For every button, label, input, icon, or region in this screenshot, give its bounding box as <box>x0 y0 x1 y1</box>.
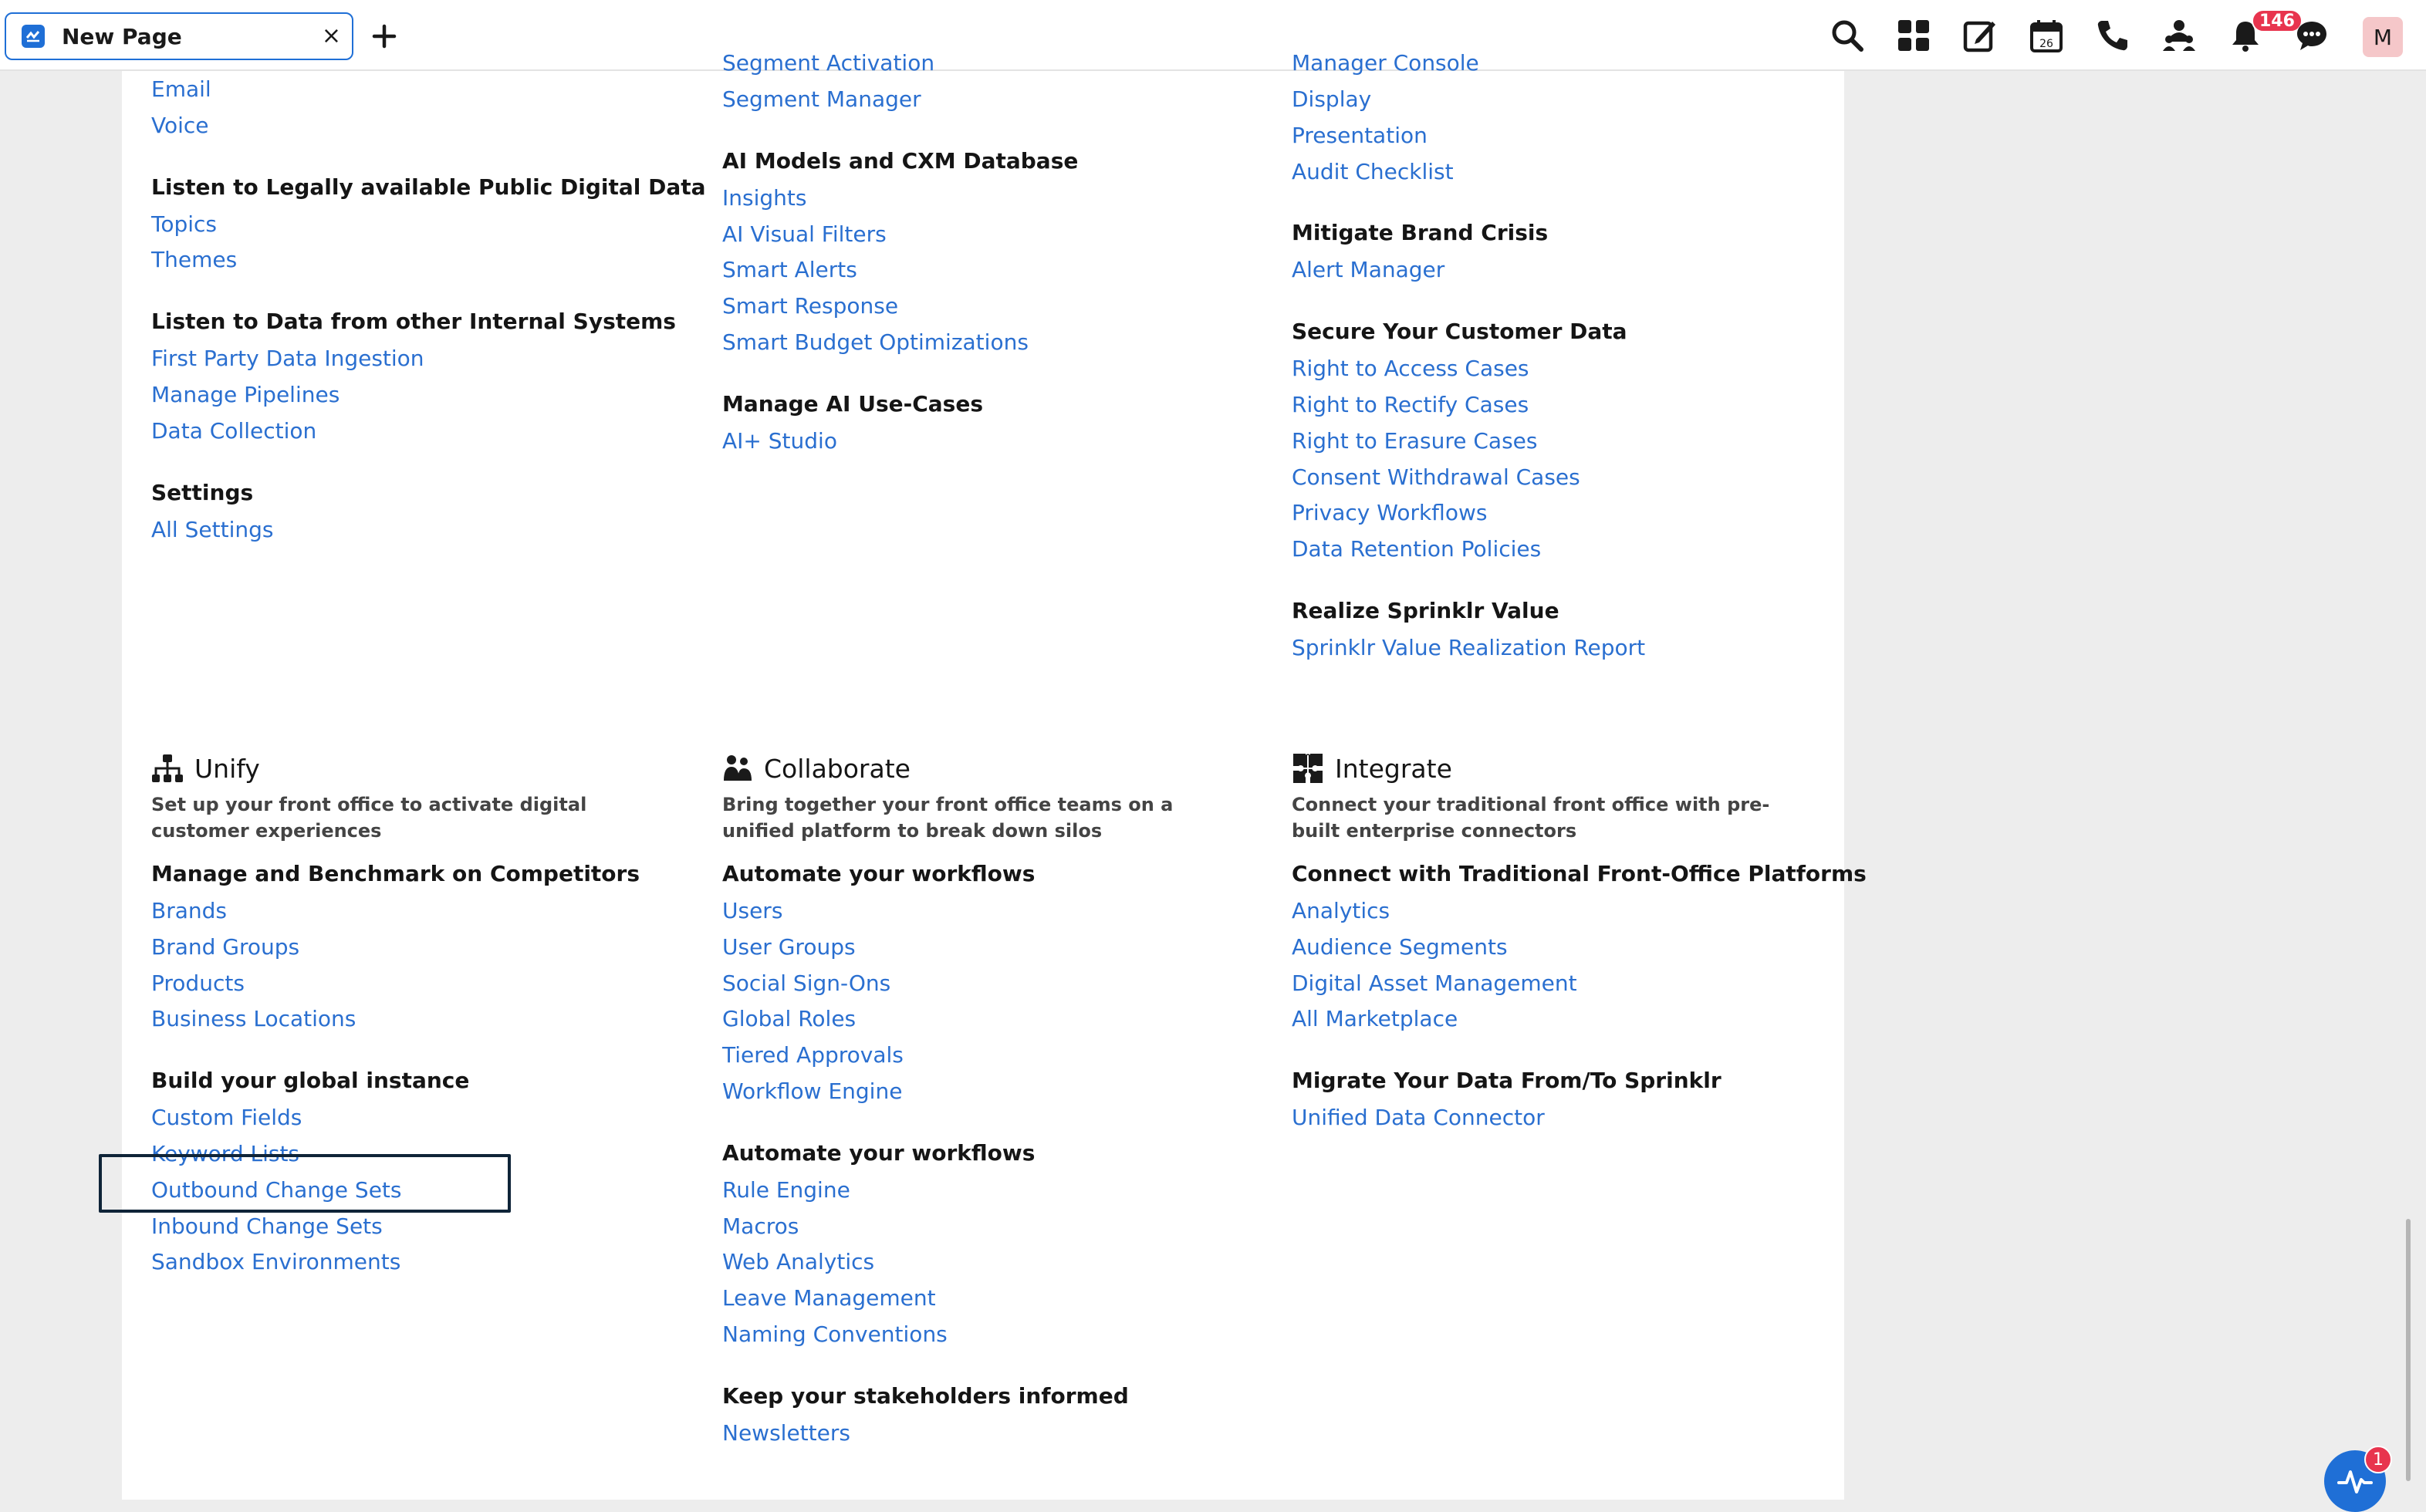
group-title: Automate your workflows <box>722 1139 1036 1166</box>
group-title: Manage and Benchmark on Competitors <box>151 861 640 886</box>
hierarchy-icon <box>151 753 184 784</box>
group-title: Secure Your Customer Data <box>1292 319 1627 345</box>
group-title: Listen to Data from other Internal Systems <box>151 309 676 335</box>
link-digital-asset-management[interactable]: Digital Asset Management <box>1292 970 1577 996</box>
link-privacy-workflows[interactable]: Privacy Workflows <box>1292 500 1488 526</box>
link-global-roles[interactable]: Global Roles <box>722 1006 857 1032</box>
chat-icon[interactable] <box>2293 17 2330 54</box>
group-title: Build your global instance <box>151 1068 470 1094</box>
group-title: Automate your workflows <box>722 861 1036 886</box>
upper-column-2 <box>722 86 1278 464</box>
section-title-integrate: Integrate <box>1335 753 1452 784</box>
link-audience-segments[interactable]: Audience Segments <box>1292 933 1508 960</box>
tab-title: New Page <box>62 23 182 49</box>
list-item[interactable]: Segment Activation <box>722 50 935 76</box>
link-right-to-access-cases[interactable]: Right to Access Cases <box>1292 356 1529 382</box>
integrate-section <box>1292 750 1867 1141</box>
link-ai-plus-studio[interactable]: AI+ Studio <box>722 427 837 454</box>
link-unified-data-connector[interactable]: Unified Data Connector <box>1292 1105 1545 1131</box>
link-data-retention-policies[interactable]: Data Retention Policies <box>1292 536 1542 562</box>
link-smart-alerts[interactable]: Smart Alerts <box>722 257 857 283</box>
link-social-sign-ons[interactable]: Social Sign-Ons <box>722 970 891 996</box>
link-right-to-rectify-cases[interactable]: Right to Rectify Cases <box>1292 391 1529 417</box>
link-rule-engine[interactable]: Rule Engine <box>722 1176 850 1203</box>
link-smart-response[interactable]: Smart Response <box>722 293 899 319</box>
phone-icon[interactable] <box>2094 17 2131 54</box>
section-title-unify: Unify <box>194 753 260 784</box>
link-data-collection[interactable]: Data Collection <box>151 417 317 444</box>
link-brands[interactable]: Brands <box>151 898 227 923</box>
help-count-badge: 1 <box>2364 1446 2392 1473</box>
link-workflow-engine[interactable]: Workflow Engine <box>722 1078 903 1104</box>
link-presentation[interactable]: Presentation <box>1292 122 1428 148</box>
link-sprinklr-value-realization-report[interactable]: Sprinklr Value Realization Report <box>1292 634 1646 660</box>
main-content <box>122 50 1867 1500</box>
link-macros[interactable]: Macros <box>722 1213 799 1239</box>
tab-new-page[interactable] <box>5 12 353 60</box>
apps-grid-icon[interactable] <box>1895 17 1932 54</box>
upper-column-1 <box>151 76 707 552</box>
upper-column-3 <box>1292 86 1847 671</box>
people-icon <box>722 753 753 784</box>
link-users[interactable]: Users <box>722 898 783 923</box>
link-manage-pipelines[interactable]: Manage Pipelines <box>151 381 340 407</box>
link-user-groups[interactable]: User Groups <box>722 933 856 960</box>
group-title: Connect with Traditional Front-Office Platforms <box>1292 861 1867 886</box>
group-title: Mitigate Brand Crisis <box>1292 220 1549 246</box>
list-item[interactable]: Manager Console <box>1292 50 1479 76</box>
link-brand-groups[interactable]: Brand Groups <box>151 933 300 960</box>
focus-highlight <box>99 1154 511 1213</box>
section-description: Bring together your front office teams on a unified platform to break down silos <box>722 794 1174 842</box>
tab-close-icon[interactable]: × <box>321 22 341 49</box>
link-web-analytics[interactable]: Web Analytics <box>722 1249 875 1275</box>
section-title-collaborate: Collaborate <box>764 753 911 784</box>
link-email[interactable]: Email <box>151 76 211 102</box>
calendar-icon[interactable] <box>2028 17 2065 54</box>
link-leave-management[interactable]: Leave Management <box>722 1285 936 1311</box>
group-title: Listen to Legally available Public Digital Data <box>151 174 706 200</box>
link-audit-checklist[interactable]: Audit Checklist <box>1292 158 1454 184</box>
scrollbar-thumb[interactable] <box>2406 1219 2411 1481</box>
link-alert-manager[interactable]: Alert Manager <box>1292 257 1445 283</box>
community-icon[interactable] <box>2161 17 2198 54</box>
link-keyword-lists[interactable]: Keyword Lists <box>151 1140 300 1166</box>
link-insights[interactable]: Insights <box>722 184 807 211</box>
link-analytics[interactable]: Analytics <box>1292 898 1390 923</box>
top-bar <box>0 0 2426 71</box>
link-tiered-approvals[interactable]: Tiered Approvals <box>722 1042 904 1068</box>
section-description: Set up your front office to activate digital customer experiences <box>151 794 587 842</box>
group-title: Keep your stakeholders informed <box>722 1382 1129 1409</box>
link-topics[interactable]: Topics <box>151 211 218 237</box>
svg-text:26: 26 <box>2039 38 2053 50</box>
link-all-marketplace[interactable]: All Marketplace <box>1292 1006 1458 1032</box>
puzzle-icon <box>1292 752 1324 785</box>
link-all-settings[interactable]: All Settings <box>151 516 274 542</box>
group-title: Realize Sprinklr Value <box>1292 597 1559 623</box>
link-smart-budget-optimizations[interactable]: Smart Budget Optimizations <box>722 329 1029 355</box>
link-sandbox-environments[interactable]: Sandbox Environments <box>151 1249 401 1275</box>
link-custom-fields[interactable]: Custom Fields <box>151 1105 302 1131</box>
link-business-locations[interactable]: Business Locations <box>151 1006 356 1032</box>
search-icon[interactable] <box>1829 17 1866 54</box>
link-voice[interactable]: Voice <box>151 112 209 138</box>
link-display[interactable]: Display <box>1292 86 1372 112</box>
group-title: Migrate Your Data From/To Sprinklr <box>1292 1068 1722 1094</box>
link-naming-conventions[interactable]: Naming Conventions <box>722 1321 948 1347</box>
notification-count-badge: 146 <box>2252 9 2303 32</box>
group-title: Settings <box>151 479 254 505</box>
user-avatar[interactable]: M <box>2363 17 2403 57</box>
compose-icon[interactable] <box>1961 17 1999 54</box>
link-right-to-erasure-cases[interactable]: Right to Erasure Cases <box>1292 427 1538 454</box>
link-newsletters[interactable]: Newsletters <box>722 1419 850 1446</box>
link-segment-manager[interactable]: Segment Manager <box>722 86 921 112</box>
link-inbound-change-sets[interactable]: Inbound Change Sets <box>151 1213 383 1239</box>
link-consent-withdrawal-cases[interactable]: Consent Withdrawal Cases <box>1292 464 1580 490</box>
collaborate-section <box>722 750 1278 1456</box>
link-first-party-data-ingestion[interactable]: First Party Data Ingestion <box>151 346 424 372</box>
group-title: Manage AI Use-Cases <box>722 390 983 417</box>
section-description: Connect your traditional front office with pre-built enterprise connectors <box>1292 794 1770 842</box>
link-ai-visual-filters[interactable]: AI Visual Filters <box>722 221 887 247</box>
link-themes[interactable]: Themes <box>151 247 238 273</box>
group-title: AI Models and CXM Database <box>722 147 1079 174</box>
link-outbound-change-sets[interactable]: Outbound Change Sets <box>151 1176 402 1203</box>
pulse-icon <box>2337 1466 2373 1497</box>
add-tab-button[interactable] <box>367 15 401 56</box>
app-logo-icon <box>22 25 45 48</box>
link-products[interactable]: Products <box>151 970 245 996</box>
